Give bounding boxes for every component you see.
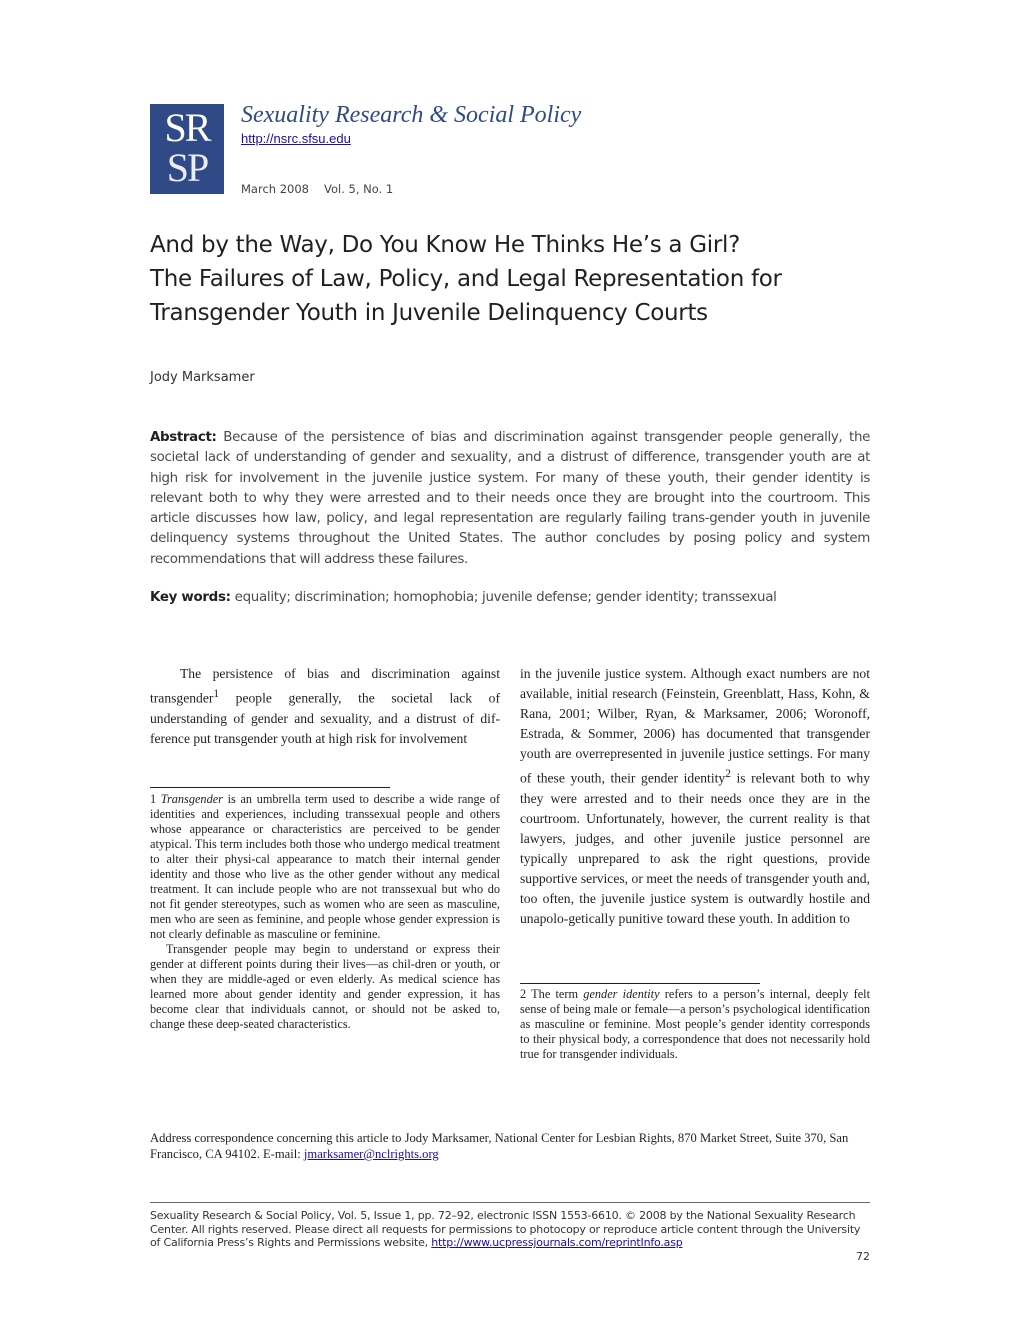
page-number: 72 — [856, 1250, 870, 1263]
author-name: Jody Marksamer — [150, 370, 255, 385]
body-left-text-b: people generally, the societal lack of understanding of gender and sexuality, and a distrust of dif-ference put transgender youth at high risk for involvement — [150, 690, 500, 746]
correspondence-text: Address correspondence concerning this article to Jody Marksamer, National Center for Lesbian Rights, 870 Market Street, Suite 370, San Francisco, CA 94102. E-mail: — [150, 1131, 849, 1161]
abstract — [150, 428, 870, 570]
footnote-1-term: Transgender — [160, 792, 223, 806]
abstract-label: Abstract: — [150, 430, 217, 445]
footnote-rule-left — [150, 787, 390, 788]
footnote-1-number: 1 — [150, 792, 161, 806]
body-column-right — [520, 664, 870, 929]
body-right-text-a: in the juvenile justice system. Although exact numbers are not available, initial research (Feinstein, Greenblatt, Hass, Kohn, & Rana, 2001; Wilber, Ryan, & Marksamer, 2006; Woronoff, Estrada, & Sommer, 2006) has documented that transgender youth are overrepresented in juvenile justice settings. For many of these youth, their gender identity — [520, 666, 870, 786]
reprint-info-link[interactable]: http://www.ucpressjournals.com/reprintInfo.asp — [431, 1236, 683, 1249]
footnote-ref-2: 2 — [725, 768, 731, 780]
footnote-ref-1: 1 — [213, 688, 220, 700]
keywords-label: Key words: — [150, 590, 231, 605]
journal-title: Sexuality Research & Social Policy — [241, 102, 582, 128]
correspondence-address — [150, 1130, 872, 1162]
footnote-1-paragraph-2: Transgender people may begin to understand or express their gender at different points during their lives—as chil-dren or youth, or when they are middle-aged or even elderly. As medical science has learned more about gender identity and gender expression, it has become clear that individuals cannot, or should not be asked to, change these deep-seated characteristics. — [150, 942, 500, 1031]
issue-volume: Vol. 5, No. 1 — [324, 182, 394, 196]
copyright-notice — [150, 1209, 872, 1250]
abstract-text: Because of the persistence of bias and discrimination against transgender people generally, the societal lack of understanding of gender and sexuality, and a distrust of difference, transgender youth are at high risk for involvement in the juvenile justice system. For many of these youth, their gender identity is relevant both to why they were arrested and to their needs once they are brought into the courtroom. This article discusses how law, policy, and legal representation are regularly failing trans-gender youth in juvenile delinquency systems throughout the United States. The author concludes by posing policy and system recommendations that will address these failures. — [150, 430, 870, 567]
article-title-line-3: Transgender Youth in Juvenile Delinquency Courts — [150, 300, 708, 326]
footnote-1 — [150, 792, 500, 1032]
article-title-line-1: And by the Way, Do You Know He Thinks He’s a Girl? — [150, 232, 740, 258]
logo-text-top: SR — [164, 105, 210, 150]
issue-date: March 2008 — [241, 182, 309, 196]
keywords — [150, 590, 777, 605]
footer-rule — [150, 1202, 870, 1203]
body-right-text-b: is relevant both to why they were arrested and to their needs once they are in the courtroom. Unfortunately, however, the current reality is that lawyers, judges, and other juvenile justice personnel are typically unprepared to ask the right questions, provide supportive services, or meet the needs of transgender youth and, too often, the juvenile justice system is outwardly hostile and unapolo-getically punitive toward these youth. In addition to — [520, 770, 870, 926]
logo-text-bottom: SP — [166, 145, 208, 190]
footnote-2-term: gender identity — [583, 987, 660, 1001]
footnote-rule-right — [520, 983, 760, 984]
footnote-2-number: 2 The term — [520, 987, 584, 1001]
journal-url-link[interactable]: http://nsrc.sfsu.edu — [241, 131, 351, 146]
body-column-left — [150, 664, 500, 749]
copyright-text: Sexuality Research & Social Policy, Vol. 5, Issue 1, pp. 72–92, electronic ISSN 1553-6610. © 2008 by the National Sexuality Research Center. All rights reserved. Please direct all requests for permissions to photocopy or reproduce article content through the University of California Press’s Rights and Permissions website, — [150, 1209, 861, 1249]
journal-logo — [150, 104, 224, 194]
footnote-2-text: refers to a person’s internal, deeply felt sense of being male or female—a person’s psychological identification as masculine or feminine. Most people’s gender identity corresponds to their physical body, a correspondence that does not necessarily hold true for transgender individuals. — [520, 987, 870, 1061]
body-left-text-a: The persistence of bias and discrimination against transgender — [150, 666, 500, 706]
keywords-text: equality; discrimination; homophobia; juvenile defense; gender identity; transsexual — [234, 590, 777, 605]
correspondence-email-link[interactable]: jmarksamer@nclrights.org — [303, 1147, 439, 1161]
footnote-1-text: is an umbrella term used to describe a wide range of identities and experiences, including transsexual people and others whose appearance or characteristics are perceived to be gender atypical. This term includes both those who undergo medical treatment to alter their physi-cal appearance to match their internal gender identity and those who live as the other gender without any medical treatment. It can include people who are not transsexual but who do not fit gender stereotypes, such as women who are seen as masculine, men who are seen as feminine, and people whose gender expression is not clearly definable as masculine or feminine. — [150, 792, 500, 941]
footnote-2 — [520, 987, 870, 1062]
article-title-line-2: The Failures of Law, Policy, and Legal Representation for — [150, 266, 782, 292]
